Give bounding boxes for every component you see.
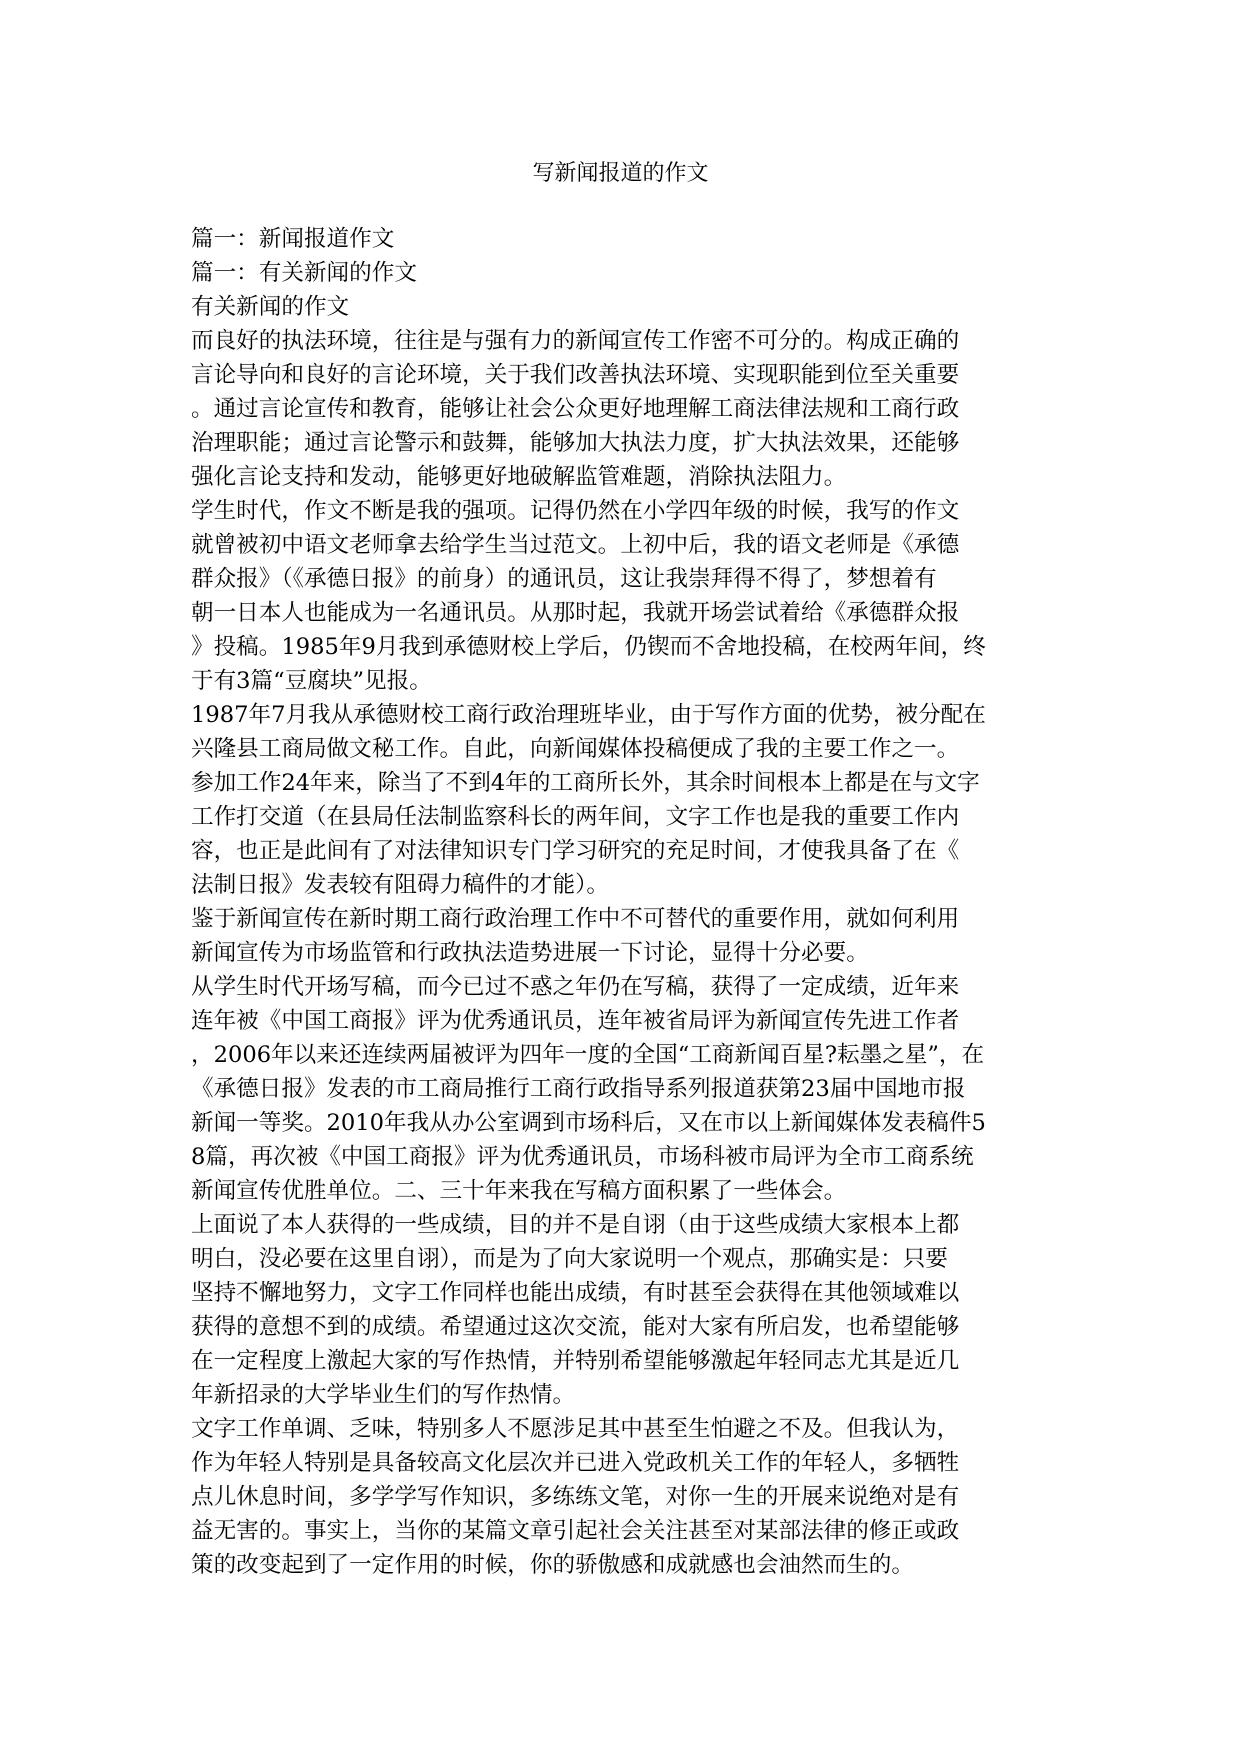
text-line: 参加工作24年来，除当了不到4年的工商所长外，其余时间根本上都是在与文字: [191, 770, 980, 796]
document-title: 写新闻报道的作文: [532, 161, 709, 186]
text-line: 作为年轻人特别是具备较高文化层次并已进入党政机关工作的年轻人，多牺牲: [191, 1450, 960, 1476]
text-line: 明白，没必要在这里自诩），而是为了向大家说明一个观点，那确实是：只要: [191, 1246, 948, 1272]
text-line: 连年被《中国工商报》评为优秀通讯员，连年被省局评为新闻宣传先进工作者: [191, 1008, 960, 1034]
text-line: 新闻宣传优胜单位。二、三十年来我在写稿方面积累了一些体会。: [191, 1178, 847, 1204]
text-line: 篇一：有关新闻的作文: [191, 260, 417, 286]
text-line: 学生时代，作文不断是我的强项。记得仍然在小学四年级的时候，我写的作文: [191, 498, 960, 524]
text-line: 有关新闻的作文: [191, 294, 350, 320]
text-line: 益无害的。事实上，当你的某篇文章引起社会关注甚至对某部法律的修正或政: [191, 1518, 960, 1544]
text-line: 强化言论支持和发动，能够更好地破解监管难题，消除执法阻力。: [191, 464, 847, 490]
text-line: 《承德日报》发表的市工商局推行工商行政指导系列报道获第23届中国地市报: [191, 1076, 966, 1102]
text-line: 就曾被初中语文老师拿去给学生当过范文。上初中后，我的语文老师是《承德: [191, 532, 960, 558]
document-body: [191, 222, 1051, 1582]
text-line: 文字工作单调、乏味，特别多人不愿涉足其中甚至生怕避之不及。但我认为，: [191, 1416, 960, 1442]
text-line: 治理职能；通过言论警示和鼓舞，能够加大执法力度，扩大执法效果，还能够: [191, 430, 960, 456]
text-line: 策的改变起到了一定作用的时候，你的骄傲感和成就感也会油然而生的。: [191, 1552, 914, 1578]
text-line: 1987年7月我从承德财校工商行政治理班毕业，由于写作方面的优势，被分配在: [191, 702, 986, 728]
text-line: 新闻宣传为市场监管和行政执法造势进展一下讨论，显得十分必要。: [191, 940, 869, 966]
text-line: 新闻一等奖。2010年我从办公室调到市场科后，又在市以上新闻媒体发表稿件5: [191, 1110, 986, 1136]
text-line: 朝一日本人也能成为一名通讯员。从那时起，我就开场尝试着给《承德群众报: [191, 600, 960, 626]
text-line: 于有3篇“豆腐块”见报。: [191, 668, 432, 694]
text-line: 坚持不懈地努力，文字工作同样也能出成绩，有时甚至会获得在其他领域难以: [191, 1280, 960, 1306]
text-line: 点儿休息时间，多学学写作知识，多练练文笔，对你一生的开展来说绝对是有: [191, 1484, 960, 1510]
text-line: 8篇，再次被《中国工商报》评为优秀通讯员，市场科被市局评为全市工商系统: [191, 1144, 974, 1170]
text-line: 年新招录的大学毕业生们的写作热情。: [191, 1382, 576, 1408]
text-line: 篇一：新闻报道作文: [191, 226, 395, 252]
text-line: 在一定程度上激起大家的写作热情，并特别希望能够激起年轻同志尤其是近几: [191, 1348, 960, 1374]
text-line: 鉴于新闻宣传在新时期工商行政治理工作中不可替代的重要作用，就如何利用: [191, 906, 960, 932]
text-line: 而良好的执法环境，往往是与强有力的新闻宣传工作密不可分的。构成正确的: [191, 328, 960, 354]
text-line: 获得的意想不到的成绩。希望通过这次交流，能对大家有所启发，也希望能够: [191, 1314, 960, 1340]
text-line: 群众报》（《承德日报》的前身）的通讯员，这让我崇拜得不得了，梦想着有: [191, 566, 937, 592]
text-line: 上面说了本人获得的一些成绩，目的并不是自诩（由于这些成绩大家根本上都: [191, 1212, 960, 1238]
text-line: 从学生时代开场写稿，而今已过不惑之年仍在写稿，获得了一定成绩，近年来: [191, 974, 960, 1000]
text-line: 工作打交道（在县局任法制监察科长的两年间，文字工作也是我的重要工作内: [191, 804, 960, 830]
text-line: ，2006年以来还连续两届被评为四年一度的全国“工商新闻百星?耘墨之星”，在: [191, 1042, 985, 1068]
text-line: 》投稿。1985年9月我到承德财校上学后，仍锲而不舍地投稿，在校两年间，终: [191, 634, 986, 660]
text-line: 法制日报》发表较有阻碍力稿件的才能）。: [191, 872, 609, 898]
text-line: 兴隆县工商局做文秘工作。自此，向新闻媒体投稿便成了我的主要工作之一。: [191, 736, 960, 762]
text-line: 言论导向和良好的言论环境，关于我们改善执法环境、实现职能到位至关重要: [191, 362, 960, 388]
text-line: 容，也正是此间有了对法律知识专门学习研究的充足时间，才使我具备了在《: [191, 838, 960, 864]
text-line: 。通过言论宣传和教育，能够让社会公众更好地理解工商法律法规和工商行政: [191, 396, 960, 422]
